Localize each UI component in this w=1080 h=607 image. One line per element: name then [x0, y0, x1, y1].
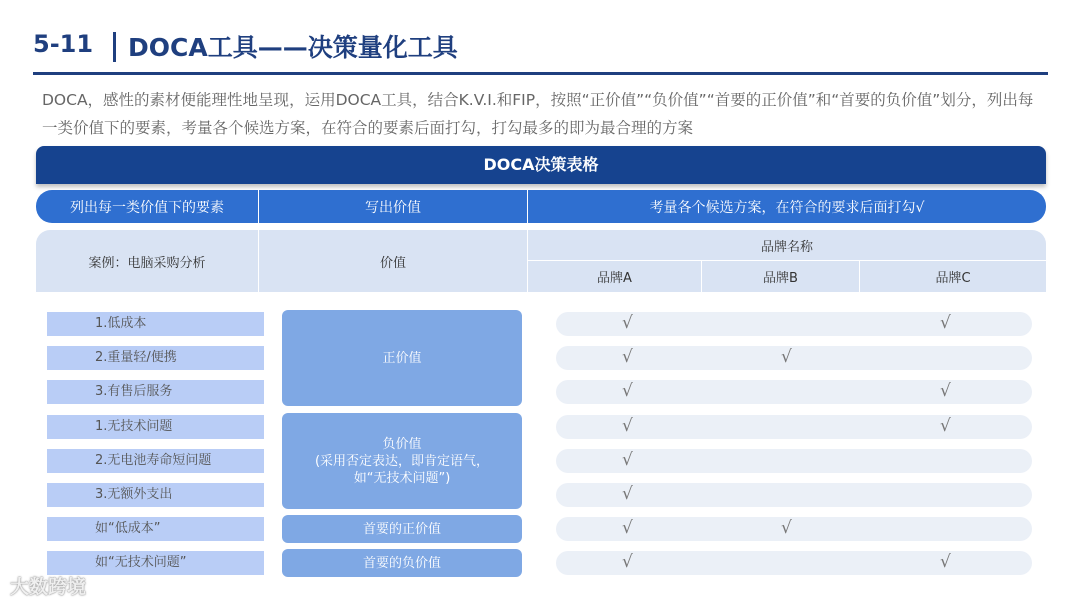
- element-label: 3.无额外支出: [47, 483, 264, 507]
- element-label: 2.重量轻/便携: [47, 346, 264, 370]
- element-label: 2.无电池寿命短问题: [47, 449, 264, 473]
- check-mark-icon: √: [622, 518, 633, 538]
- check-mark-icon: √: [622, 381, 633, 401]
- check-mark-icon: √: [940, 381, 951, 401]
- check-mark-icon: √: [622, 552, 633, 572]
- check-mark-icon: √: [622, 313, 633, 333]
- candidate-check-row: [556, 346, 1032, 370]
- element-label: 3.有售后服务: [47, 380, 264, 404]
- candidate-check-row: [556, 449, 1032, 473]
- candidate-check-row: [556, 312, 1032, 336]
- description-text: DOCA，感性的素材便能理性地呈现，运用DOCA工具，结合K.V.I.和FIP，按照“正价值”“负价值”“首要的正价值”和“首要的负价值”划分，列出每一类价值下的要素，考量各个候选方案，在符合的要素后面打勾，打勾最多的即为最合理的方案: [42, 91, 1034, 137]
- check-mark-icon: √: [940, 313, 951, 333]
- brand-group-label: 品牌名称: [760, 240, 813, 255]
- candidate-check-row: [556, 483, 1032, 507]
- title-separator: [113, 32, 116, 62]
- value-column-label: 价值: [379, 255, 406, 271]
- brand-a-label: 品牌A: [597, 271, 632, 286]
- check-mark-icon: √: [622, 347, 633, 367]
- brand-b-label: 品牌B: [763, 271, 798, 286]
- value-category: 负价值 (采用否定表达，即肯定语气， 如“无技术问题”): [282, 413, 522, 509]
- element-label: 1.低成本: [47, 312, 264, 336]
- value-category: 首要的负价值: [282, 549, 522, 577]
- check-mark-icon: √: [940, 416, 951, 436]
- check-mark-icon: √: [781, 518, 792, 538]
- candidate-check-row: [556, 517, 1032, 541]
- column-header: [36, 230, 1046, 292]
- check-mark-icon: √: [622, 450, 633, 470]
- table-subheader-bar: [36, 190, 1046, 223]
- subheader-values: 写出价值: [258, 190, 528, 223]
- element-label: 1.无技术问题: [47, 415, 264, 439]
- title-rule: [33, 72, 1048, 75]
- case-label: 案例：电脑采购分析: [88, 255, 206, 271]
- subheader-candidates: 考量各个候选方案，在符合的要求后面打勾√: [649, 199, 925, 216]
- candidate-check-row: [556, 380, 1032, 404]
- element-label: 如“低成本”: [47, 517, 264, 541]
- value-category: 首要的正价值: [282, 515, 522, 543]
- table-banner: DOCA决策表格: [36, 146, 1046, 184]
- section-number: 5-11: [33, 30, 94, 58]
- check-mark-icon: √: [781, 347, 792, 367]
- page-title: DOCA工具——决策量化工具: [128, 33, 458, 62]
- candidate-check-row: [556, 415, 1032, 439]
- value-category: 正价值: [282, 310, 522, 406]
- element-label: 如“无技术问题”: [47, 551, 264, 575]
- subheader-elements: 列出每一类价值下的要素: [70, 199, 224, 216]
- brand-c-label: 品牌C: [935, 271, 971, 286]
- candidate-check-row: [556, 551, 1032, 575]
- check-mark-icon: √: [940, 552, 951, 572]
- check-mark-icon: √: [622, 416, 633, 436]
- check-mark-icon: √: [622, 484, 633, 504]
- watermark-logo: 大数跨境: [10, 576, 87, 598]
